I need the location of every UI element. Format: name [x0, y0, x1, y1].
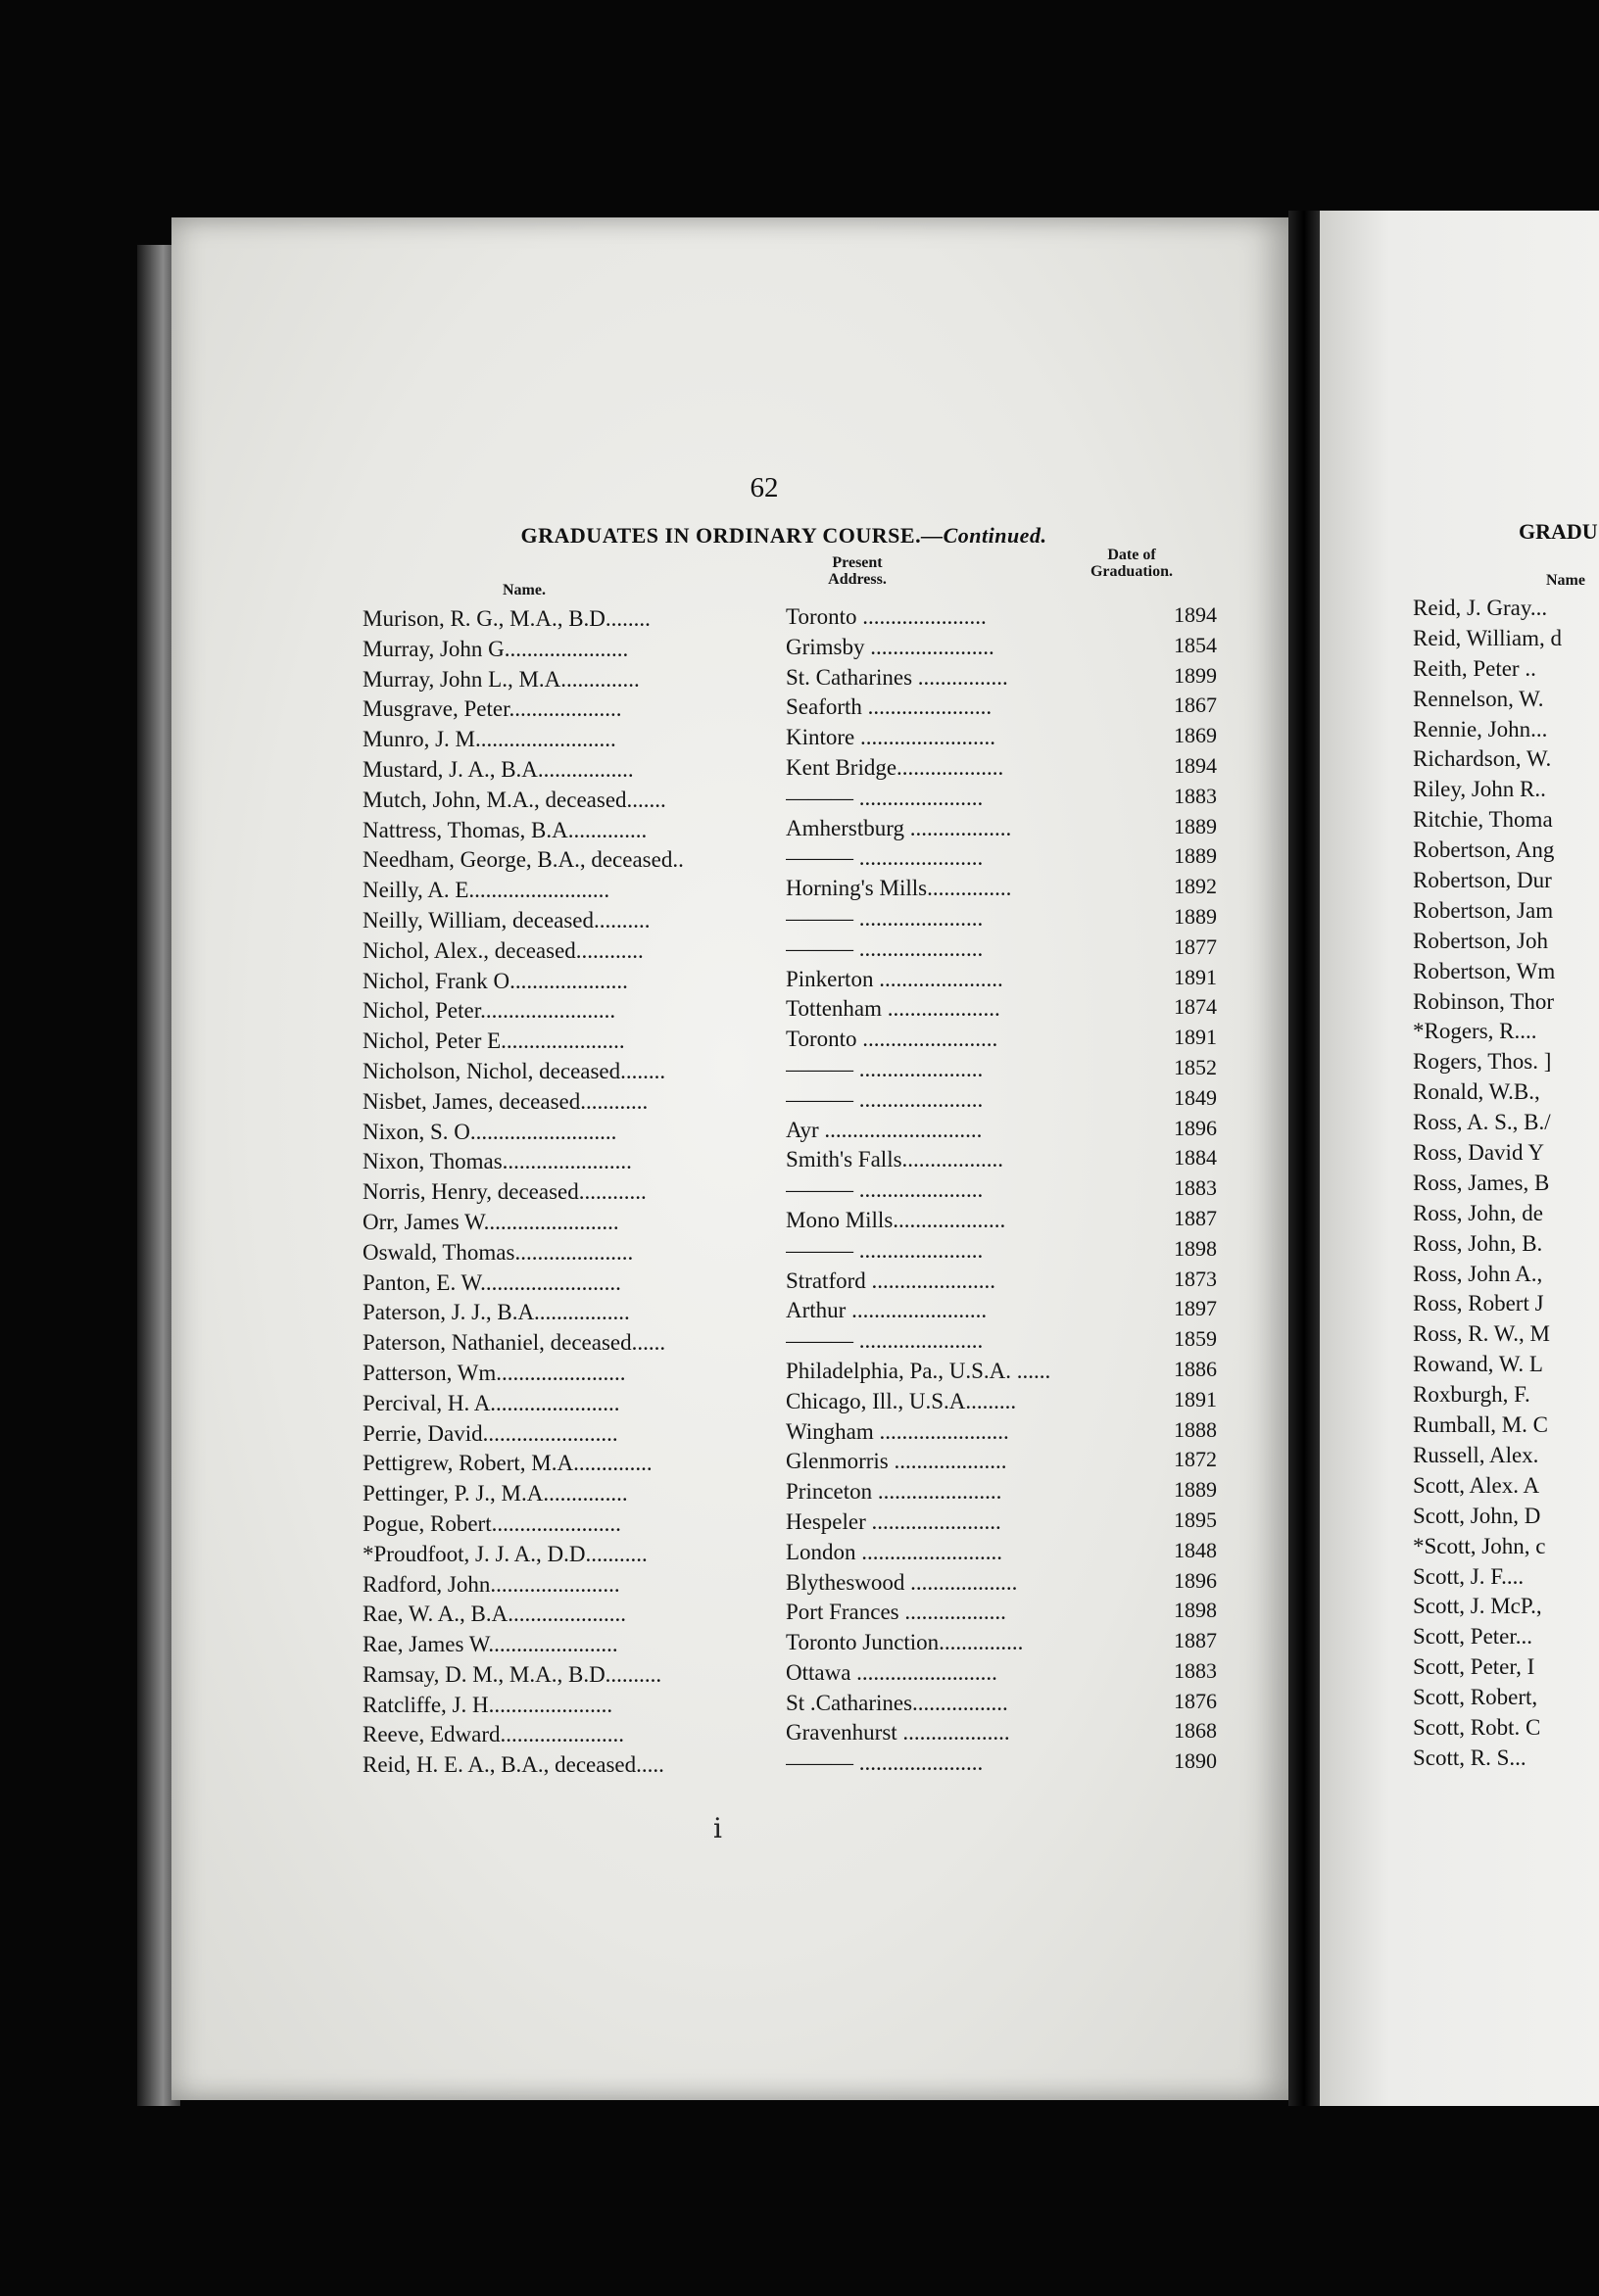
- table-row: [363, 1748, 1215, 1779]
- right-page-row: Ross, James, B: [1413, 1170, 1550, 1195]
- right-page-row: Scott, J. F....: [1413, 1563, 1525, 1589]
- graduate-address: Amherstburg ..................: [786, 815, 1012, 840]
- right-page-row: Riley, John R..: [1413, 777, 1546, 802]
- table-row: [363, 1598, 1215, 1628]
- graduate-address: Gravenhurst ...................: [786, 1720, 1010, 1746]
- right-page-row: Scott, R. S...: [1413, 1745, 1526, 1770]
- graduation-date: 1887: [1174, 1628, 1217, 1653]
- table-row: [363, 814, 1215, 844]
- right-page-row: Scott, John, D: [1413, 1503, 1541, 1528]
- table-row: [363, 1025, 1215, 1055]
- right-page-row: Reid, William, d: [1413, 625, 1562, 650]
- graduate-list: [363, 602, 1215, 1779]
- table-row: [363, 934, 1215, 965]
- graduate-name: Rae, James W.......................: [363, 1632, 618, 1657]
- right-page-row: Rennelson, W.: [1413, 686, 1544, 711]
- right-page-row: Rennie, John...: [1413, 716, 1548, 741]
- table-row: [363, 1296, 1215, 1326]
- table-row: [363, 1417, 1215, 1448]
- column-header-date-line1: Date of: [1107, 547, 1156, 563]
- graduation-date: 1852: [1174, 1054, 1217, 1079]
- graduate-address: Princeton ......................: [786, 1479, 1002, 1505]
- graduate-name: Mutch, John, M.A., deceased.......: [363, 787, 666, 812]
- right-page-row: Scott, Robert,: [1413, 1685, 1538, 1710]
- graduate-address: St. Catharines ................: [786, 664, 1008, 690]
- table-row: [363, 1055, 1215, 1085]
- graduate-address: Kintore ........................: [786, 725, 996, 750]
- right-page-row: Ross, R. W., M: [1413, 1321, 1550, 1347]
- graduate-address: Toronto ........................: [786, 1027, 998, 1052]
- book-gutter: [1288, 211, 1320, 2106]
- right-page-row: *Scott, John, c: [1413, 1533, 1546, 1558]
- graduate-address: ——— ......................: [786, 1086, 984, 1112]
- graduate-address: London .........................: [786, 1539, 1003, 1564]
- table-row: [363, 1568, 1215, 1599]
- graduation-date: 1854: [1174, 632, 1217, 657]
- graduation-date: 1869: [1174, 723, 1217, 748]
- graduation-date: 1886: [1174, 1356, 1217, 1381]
- graduate-address: Pinkerton ......................: [786, 966, 1003, 991]
- graduate-address: Stratford ......................: [786, 1268, 996, 1293]
- graduation-date: 1874: [1174, 994, 1217, 1020]
- graduation-date: 1891: [1174, 1025, 1217, 1050]
- graduate-address: ——— ......................: [786, 1056, 984, 1081]
- table-row: [363, 1447, 1215, 1477]
- graduation-date: 1894: [1174, 752, 1217, 778]
- table-row: [363, 965, 1215, 995]
- graduation-date: 1898: [1174, 1598, 1217, 1623]
- graduate-address: Ottawa .........................: [786, 1659, 997, 1685]
- page-title-continued: —Continued.: [921, 523, 1047, 548]
- column-header-date-line2: Graduation.: [1090, 563, 1173, 580]
- graduate-name: Ratcliffe, J. H......................: [363, 1692, 613, 1717]
- ink-speck: ⅰ: [713, 1814, 722, 1844]
- right-page-row: Ross, John A.,: [1413, 1261, 1543, 1286]
- right-page-row: Robertson, Jam: [1413, 897, 1554, 923]
- graduation-date: 1889: [1174, 813, 1217, 838]
- table-row: [363, 1387, 1215, 1417]
- column-header-date: [1073, 547, 1190, 580]
- graduate-name: Nicholson, Nichol, deceased........: [363, 1058, 666, 1083]
- graduate-name: Nixon, S. O..........................: [363, 1119, 617, 1144]
- table-row: [363, 693, 1215, 723]
- graduate-name: Norris, Henry, deceased............: [363, 1179, 647, 1205]
- table-row: [363, 663, 1215, 694]
- graduate-name: Rae, W. A., B.A.....................: [363, 1602, 626, 1627]
- graduate-name: Panton, E. W.........................: [363, 1269, 621, 1295]
- graduate-name: Radford, John.......................: [363, 1571, 620, 1597]
- table-row: [363, 753, 1215, 784]
- right-page-row: Reith, Peter ..: [1413, 655, 1536, 681]
- graduation-date: 1889: [1174, 843, 1217, 869]
- table-row: [363, 723, 1215, 753]
- table-row: [363, 1236, 1215, 1267]
- graduation-date: 1883: [1174, 1657, 1217, 1683]
- right-page-row: Robertson, Ang: [1413, 837, 1555, 863]
- table-row: [363, 1175, 1215, 1206]
- right-page-row: Ross, John, B.: [1413, 1230, 1543, 1256]
- graduate-name: Reid, H. E. A., B.A., deceased.....: [363, 1752, 664, 1778]
- right-page-row: Russell, Alex.: [1413, 1442, 1539, 1467]
- graduate-address: St .Catharines.................: [786, 1690, 1008, 1715]
- right-page-row: Reid, J. Gray...: [1413, 596, 1548, 620]
- graduate-name: Murray, John G......................: [363, 636, 629, 661]
- right-page-row: Scott, J. McP.,: [1413, 1594, 1542, 1619]
- right-page-row: Scott, Peter, I: [1413, 1654, 1535, 1680]
- right-page-row: Roxburgh, F.: [1413, 1382, 1530, 1408]
- table-row: [363, 1689, 1215, 1719]
- graduate-name: Murison, R. G., M.A., B.D........: [363, 606, 651, 631]
- graduate-address: Blytheswood ...................: [786, 1569, 1018, 1595]
- right-page-row: Robinson, Thor: [1413, 988, 1554, 1014]
- graduate-name: Perrie, David........................: [363, 1420, 618, 1446]
- right-page-row: Ross, Robert J: [1413, 1291, 1544, 1316]
- graduate-address: ——— ......................: [786, 1328, 984, 1354]
- graduation-date: 1849: [1174, 1084, 1217, 1110]
- page-title: [431, 523, 1137, 549]
- graduate-name: Nisbet, James, deceased............: [363, 1088, 649, 1114]
- right-page-row: Scott, Alex. A: [1413, 1472, 1540, 1498]
- graduate-address: Hespeler .......................: [786, 1508, 1001, 1534]
- graduate-name: Nixon, Thomas.......................: [363, 1149, 632, 1174]
- graduate-address: Smith's Falls..................: [786, 1147, 1004, 1172]
- graduation-date: 1883: [1174, 783, 1217, 808]
- graduate-address: ——— ......................: [786, 785, 984, 810]
- graduate-address: ——— ......................: [786, 1750, 984, 1776]
- right-page-graduate-list: [1413, 596, 1599, 1776]
- table-row: [363, 1538, 1215, 1568]
- graduate-address: Mono Mills....................: [786, 1207, 1006, 1232]
- table-row: [363, 1085, 1215, 1116]
- graduation-date: 1887: [1174, 1205, 1217, 1230]
- graduate-address: ——— ......................: [786, 1237, 984, 1263]
- graduation-date: 1896: [1174, 1567, 1217, 1593]
- graduate-name: Oswald, Thomas.....................: [363, 1239, 634, 1265]
- right-page-row: Robertson, Wm: [1413, 958, 1556, 983]
- graduate-name: Pogue, Robert.......................: [363, 1510, 621, 1536]
- graduate-address: ——— ......................: [786, 1177, 984, 1203]
- graduate-name: Nichol, Frank O.....................: [363, 968, 628, 993]
- graduation-date: 1883: [1174, 1175, 1217, 1201]
- right-page-row: Ross, John, de: [1413, 1200, 1543, 1225]
- table-row: [363, 1116, 1215, 1146]
- graduate-name: Pettigrew, Robert, M.A..............: [363, 1451, 653, 1476]
- column-header-address-line1: Present: [832, 554, 883, 571]
- graduate-address: Toronto ......................: [786, 604, 987, 629]
- right-page-row: *Rogers, R....: [1413, 1019, 1537, 1044]
- graduation-date: 1888: [1174, 1416, 1217, 1442]
- graduate-name: Nattress, Thomas, B.A..............: [363, 817, 648, 842]
- right-page-row: Ross, David Y: [1413, 1140, 1544, 1166]
- graduate-address: Toronto Junction...............: [786, 1630, 1024, 1655]
- table-row: [363, 1267, 1215, 1297]
- graduation-date: 1894: [1174, 602, 1217, 627]
- table-row: [363, 874, 1215, 904]
- graduate-address: Wingham .......................: [786, 1418, 1009, 1444]
- graduate-name: Percival, H. A.......................: [363, 1390, 620, 1415]
- graduate-address: Philadelphia, Pa., U.S.A. ......: [786, 1358, 1051, 1383]
- graduation-date: 1859: [1174, 1326, 1217, 1352]
- graduation-date: 1889: [1174, 903, 1217, 929]
- graduate-name: Paterson, J. J., B.A.................: [363, 1300, 630, 1325]
- graduation-date: 1896: [1174, 1115, 1217, 1140]
- graduate-address: Kent Bridge...................: [786, 754, 1004, 780]
- table-row: [363, 1658, 1215, 1689]
- right-page-title-fragment: GRADU: [1519, 519, 1598, 544]
- graduation-date: 1891: [1174, 1386, 1217, 1411]
- table-row: [363, 1507, 1215, 1538]
- graduation-date: 1895: [1174, 1507, 1217, 1532]
- table-row: [363, 1326, 1215, 1357]
- graduate-address: Seaforth ......................: [786, 694, 993, 720]
- graduate-name: Musgrave, Peter....................: [363, 696, 622, 722]
- graduate-name: *Proudfoot, J. J. A., D.D...........: [363, 1541, 648, 1566]
- right-page-row: Robertson, Dur: [1413, 868, 1552, 893]
- page-title-main: GRADUATES IN ORDINARY COURSE.: [520, 523, 922, 548]
- graduate-address: ——— ......................: [786, 845, 984, 871]
- column-header-address: [803, 554, 911, 588]
- graduate-address: Chicago, Ill., U.S.A.........: [786, 1388, 1017, 1413]
- column-header-address-line2: Address.: [828, 571, 887, 588]
- right-page-row: Ritchie, Thoma: [1413, 807, 1553, 833]
- graduate-name: Nichol, Peter........................: [363, 998, 616, 1024]
- table-row: [363, 1628, 1215, 1658]
- graduate-name: Mustard, J. A., B.A.................: [363, 756, 634, 782]
- graduation-date: 1884: [1174, 1145, 1217, 1171]
- graduate-name: Orr, James W........................: [363, 1209, 619, 1234]
- graduate-address: Arthur ........................: [786, 1298, 988, 1323]
- graduation-date: 1872: [1174, 1447, 1217, 1472]
- right-page-column-header-fragment: Name: [1546, 572, 1585, 589]
- graduate-address: Port Frances ..................: [786, 1600, 1006, 1625]
- table-row: [363, 602, 1215, 633]
- graduate-address: Tottenham ....................: [786, 996, 1000, 1022]
- graduate-address: ——— ......................: [786, 935, 984, 961]
- right-page-row: Richardson, W.: [1413, 746, 1552, 772]
- graduate-name: Nichol, Peter E......................: [363, 1028, 625, 1054]
- column-header-name: Name.: [503, 582, 546, 598]
- table-row: [363, 1477, 1215, 1507]
- graduate-name: Reeve, Edward......................: [363, 1722, 624, 1747]
- right-page-row: Scott, Robt. C: [1413, 1714, 1541, 1740]
- graduate-name: Pettinger, P. J., M.A...............: [363, 1481, 628, 1507]
- graduate-name: Neilly, William, deceased..........: [363, 907, 651, 933]
- graduate-address: Horning's Mills...............: [786, 876, 1012, 901]
- graduation-date: 1848: [1174, 1537, 1217, 1562]
- graduate-name: Ramsay, D. M., M.A., B.D..........: [363, 1661, 662, 1687]
- graduate-name: Patterson, Wm.......................: [363, 1360, 626, 1385]
- graduation-date: 1898: [1174, 1235, 1217, 1261]
- right-page-row: Ross, A. S., B./: [1413, 1110, 1551, 1135]
- graduate-name: Needham, George, B.A., deceased..: [363, 847, 684, 873]
- graduation-date: 1891: [1174, 964, 1217, 989]
- table-row: [363, 1206, 1215, 1236]
- right-page-row: Scott, Peter...: [1413, 1624, 1533, 1650]
- graduation-date: 1892: [1174, 874, 1217, 899]
- table-row: [363, 1718, 1215, 1748]
- table-row: [363, 633, 1215, 663]
- graduate-name: Murray, John L., M.A..............: [363, 666, 640, 692]
- right-page-row: Ronald, W.B.,: [1413, 1079, 1540, 1105]
- right-page-row: Rumball, M. C: [1413, 1412, 1549, 1438]
- graduate-name: Paterson, Nathaniel, deceased......: [363, 1330, 666, 1356]
- graduate-address: Glenmorris ....................: [786, 1449, 1007, 1474]
- graduation-date: 1876: [1174, 1688, 1217, 1713]
- graduation-date: 1873: [1174, 1266, 1217, 1291]
- graduation-date: 1868: [1174, 1718, 1217, 1744]
- graduate-name: Neilly, A. E.........................: [363, 878, 610, 903]
- graduate-name: Nichol, Alex., deceased............: [363, 937, 644, 963]
- graduate-address: Grimsby ......................: [786, 634, 994, 659]
- table-row: [363, 784, 1215, 814]
- table-row: [363, 1357, 1215, 1387]
- graduation-date: 1897: [1174, 1296, 1217, 1321]
- table-row: [363, 994, 1215, 1025]
- graduate-address: Ayr ............................: [786, 1117, 983, 1142]
- page-number: 62: [750, 472, 779, 503]
- table-row: [363, 1145, 1215, 1175]
- table-row: [363, 904, 1215, 934]
- graduation-date: 1890: [1174, 1748, 1217, 1774]
- right-page-row: Robertson, Joh: [1413, 928, 1548, 953]
- graduation-date: 1877: [1174, 933, 1217, 959]
- graduation-date: 1899: [1174, 662, 1217, 688]
- graduate-address: ——— ......................: [786, 905, 984, 931]
- graduate-name: Munro, J. M.........................: [363, 727, 616, 752]
- right-page-row: Rowand, W. L: [1413, 1352, 1543, 1377]
- table-row: [363, 843, 1215, 874]
- right-page-row: Rogers, Thos. ]: [1413, 1049, 1552, 1075]
- graduation-date: 1889: [1174, 1477, 1217, 1503]
- graduation-date: 1867: [1174, 693, 1217, 718]
